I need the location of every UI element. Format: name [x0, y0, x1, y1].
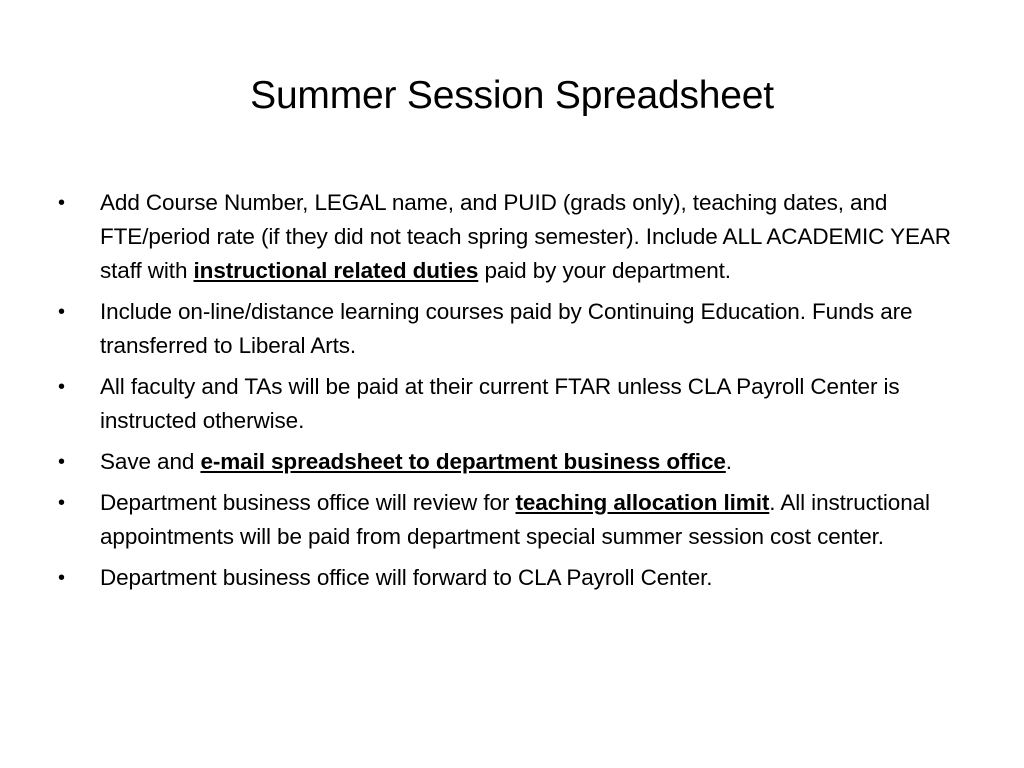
bullet-icon: • — [58, 451, 65, 473]
bullet-item-ftar — [58, 370, 958, 438]
bullet-text: All faculty and TAs will be paid at their current FTAR unless CLA Payroll Center is instructed otherwise. — [100, 374, 900, 433]
bullet-list — [58, 186, 958, 602]
bullet-emphasis: teaching allocation limit — [515, 490, 770, 515]
bullet-item-review — [58, 486, 958, 554]
bullet-text: Add Course Number, LEGAL name, and PUID (grads only), teaching dates, and FTE/period rate (if they did not teach spring semester). Include ALL ACADEMIC YEAR staff with — [100, 190, 951, 283]
bullet-icon: • — [58, 567, 65, 589]
bullet-icon: • — [58, 192, 65, 214]
bullet-icon: • — [58, 376, 65, 398]
bullet-item-forward — [58, 561, 958, 595]
bullet-text-tail: . — [725, 449, 732, 474]
bullet-text-tail: paid by your department. — [478, 258, 731, 283]
bullet-item-online-courses — [58, 295, 958, 363]
bullet-item-course-info — [58, 186, 958, 288]
bullet-icon: • — [58, 301, 65, 323]
bullet-emphasis: instructional related duties — [193, 258, 479, 283]
bullet-text: Department business office will forward to CLA Payroll Center. — [100, 565, 713, 590]
bullet-emphasis: e-mail spreadsheet to department business office — [200, 449, 726, 474]
bullet-text-tail: . All instructional appointments will be paid from department special summer session cost center. — [100, 490, 930, 549]
bullet-text: Save and — [100, 449, 201, 474]
slide-title: Summer Session Spreadsheet — [250, 74, 774, 117]
bullet-text: Include on-line/distance learning courses paid by Continuing Education. Funds are transferred to Liberal Arts. — [100, 299, 913, 358]
bullet-text: Department business office will review for — [100, 490, 516, 515]
bullet-icon: • — [58, 492, 65, 514]
bullet-item-save-email — [58, 445, 958, 479]
